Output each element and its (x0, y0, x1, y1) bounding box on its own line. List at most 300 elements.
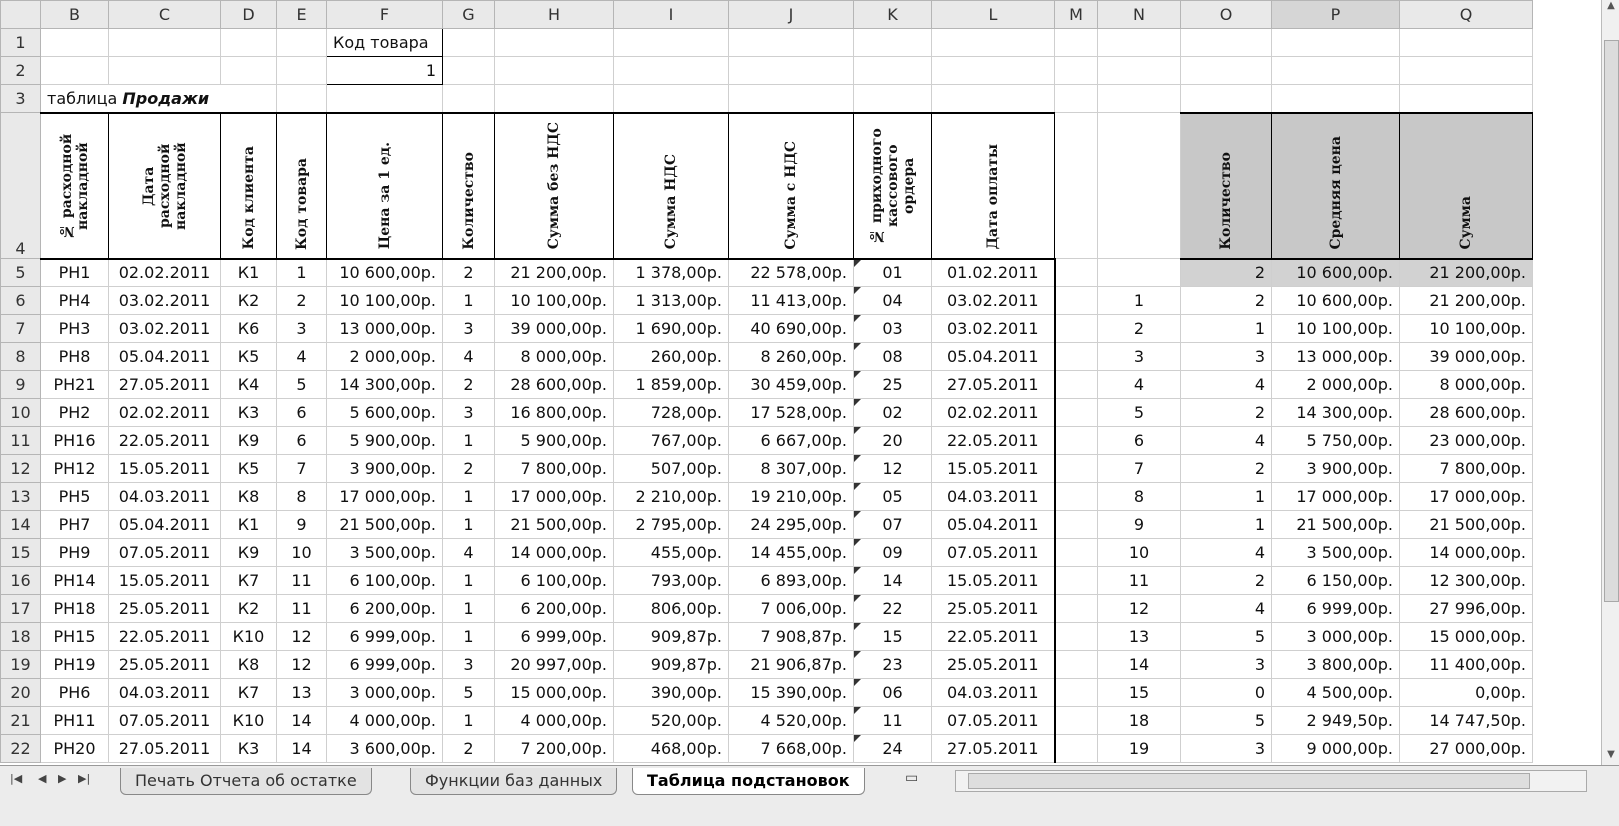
side-qty-cell[interactable]: 2 (1181, 259, 1272, 287)
last-sheet-icon[interactable]: ▶| (78, 772, 91, 785)
side-key-cell[interactable]: 11 (1098, 567, 1181, 595)
cell[interactable] (327, 85, 443, 113)
data-cell[interactable]: 3 900,00р. (327, 455, 443, 483)
data-cell[interactable]: 3 600,00р. (327, 735, 443, 763)
data-cell[interactable]: 390,00р. (614, 679, 729, 707)
data-cell[interactable]: 22.05.2011 (109, 427, 221, 455)
side-qty-cell[interactable]: 3 (1181, 651, 1272, 679)
side-key-cell[interactable]: 5 (1098, 399, 1181, 427)
data-cell[interactable]: 14 (277, 707, 327, 735)
horizontal-scrollbar[interactable] (955, 770, 1587, 792)
data-cell[interactable]: 15.05.2011 (932, 455, 1055, 483)
data-cell[interactable]: 04.03.2011 (109, 679, 221, 707)
data-cell[interactable]: 21 500,00р. (327, 511, 443, 539)
data-cell[interactable]: 507,00р. (614, 455, 729, 483)
data-cell[interactable]: 260,00р. (614, 343, 729, 371)
side-avg-cell[interactable]: 13 000,00р. (1272, 343, 1400, 371)
cell[interactable] (932, 29, 1055, 57)
cell[interactable] (1400, 85, 1533, 113)
data-cell[interactable]: 455,00р. (614, 539, 729, 567)
data-cell[interactable]: 05.04.2011 (932, 343, 1055, 371)
row-header[interactable]: 11 (1, 427, 41, 455)
row-header[interactable]: 13 (1, 483, 41, 511)
data-cell[interactable]: 1 (443, 287, 495, 315)
data-cell[interactable]: 3 (443, 651, 495, 679)
data-cell[interactable]: 5 (277, 371, 327, 399)
data-cell[interactable]: 5 600,00р. (327, 399, 443, 427)
cell[interactable] (1055, 427, 1098, 455)
data-cell[interactable]: 04.03.2011 (932, 483, 1055, 511)
cell[interactable] (1055, 113, 1098, 259)
data-cell[interactable]: 5 900,00р. (327, 427, 443, 455)
side-sum-cell[interactable]: 21 200,00р. (1400, 259, 1533, 287)
cell[interactable] (854, 29, 932, 57)
row-header[interactable]: 17 (1, 595, 41, 623)
data-cell[interactable]: 01 (854, 259, 932, 287)
cell[interactable] (109, 57, 221, 85)
column-header-E[interactable]: E (277, 1, 327, 29)
side-avg-cell[interactable]: 10 100,00р. (1272, 315, 1400, 343)
data-cell[interactable]: 2 (443, 735, 495, 763)
side-qty-cell[interactable]: 2 (1181, 567, 1272, 595)
data-cell[interactable]: 21 500,00р. (495, 511, 614, 539)
data-cell[interactable]: 22.05.2011 (932, 427, 1055, 455)
data-cell[interactable]: 17 000,00р. (327, 483, 443, 511)
side-sum-cell[interactable]: 27 996,00р. (1400, 595, 1533, 623)
data-cell[interactable]: 1 (277, 259, 327, 287)
data-cell[interactable]: К8 (221, 651, 277, 679)
side-key-cell[interactable]: 13 (1098, 623, 1181, 651)
data-cell[interactable]: 04.03.2011 (109, 483, 221, 511)
data-cell[interactable]: 4 520,00р. (729, 707, 854, 735)
data-cell[interactable]: 6 100,00р. (495, 567, 614, 595)
data-cell[interactable]: 07.05.2011 (932, 707, 1055, 735)
cell[interactable] (443, 29, 495, 57)
cell[interactable] (1272, 29, 1400, 57)
data-cell[interactable]: РН2 (41, 399, 109, 427)
data-cell[interactable]: 20 (854, 427, 932, 455)
data-cell[interactable]: 1 (443, 595, 495, 623)
cell[interactable] (1055, 623, 1098, 651)
side-sum-cell[interactable]: 21 200,00р. (1400, 287, 1533, 315)
data-cell[interactable]: 19 210,00р. (729, 483, 854, 511)
data-cell[interactable]: 11 413,00р. (729, 287, 854, 315)
criteria-label-cell[interactable]: Код товара (327, 29, 443, 57)
side-avg-cell[interactable]: 5 750,00р. (1272, 427, 1400, 455)
data-cell[interactable]: 2 (277, 287, 327, 315)
data-cell[interactable]: 909,87р. (614, 651, 729, 679)
cell[interactable] (1055, 259, 1098, 287)
column-header-H[interactable]: H (495, 1, 614, 29)
side-key-cell[interactable]: 10 (1098, 539, 1181, 567)
data-cell[interactable]: 10 100,00р. (495, 287, 614, 315)
data-cell[interactable]: 09 (854, 539, 932, 567)
data-cell[interactable]: 03.02.2011 (109, 315, 221, 343)
data-cell[interactable]: 7 800,00р. (495, 455, 614, 483)
row-header[interactable]: 5 (1, 259, 41, 287)
data-cell[interactable]: 1 859,00р. (614, 371, 729, 399)
data-cell[interactable]: К4 (221, 371, 277, 399)
data-cell[interactable]: 728,00р. (614, 399, 729, 427)
side-key-cell[interactable]: 14 (1098, 651, 1181, 679)
data-cell[interactable]: 7 200,00р. (495, 735, 614, 763)
side-qty-cell[interactable]: 4 (1181, 427, 1272, 455)
cell[interactable] (1272, 57, 1400, 85)
scroll-down-arrow-icon[interactable]: ▼ (1607, 749, 1615, 760)
data-cell[interactable]: РН8 (41, 343, 109, 371)
data-cell[interactable]: К1 (221, 511, 277, 539)
column-header-B[interactable]: B (41, 1, 109, 29)
data-cell[interactable]: 03.02.2011 (932, 315, 1055, 343)
data-cell[interactable]: 17 528,00р. (729, 399, 854, 427)
side-qty-cell[interactable]: 5 (1181, 707, 1272, 735)
data-cell[interactable]: К2 (221, 287, 277, 315)
data-cell[interactable]: 2 000,00р. (327, 343, 443, 371)
data-cell[interactable]: 02.02.2011 (109, 399, 221, 427)
data-cell[interactable]: 2 (443, 371, 495, 399)
data-cell[interactable]: 11 (277, 595, 327, 623)
data-cell[interactable]: 02.02.2011 (109, 259, 221, 287)
data-cell[interactable]: 15 000,00р. (495, 679, 614, 707)
data-cell[interactable]: РН19 (41, 651, 109, 679)
cell[interactable] (1055, 57, 1098, 85)
data-cell[interactable]: 15.05.2011 (109, 455, 221, 483)
row-header[interactable]: 12 (1, 455, 41, 483)
data-cell[interactable]: 21 906,87р. (729, 651, 854, 679)
data-cell[interactable]: 27.05.2011 (932, 735, 1055, 763)
data-cell[interactable]: 25.05.2011 (932, 595, 1055, 623)
side-avg-cell[interactable]: 3 800,00р. (1272, 651, 1400, 679)
data-cell[interactable]: 4 (277, 343, 327, 371)
cell[interactable] (1400, 29, 1533, 57)
column-header-F[interactable]: F (327, 1, 443, 29)
data-cell[interactable]: 3 500,00р. (327, 539, 443, 567)
cell[interactable] (614, 85, 729, 113)
row-header[interactable]: 9 (1, 371, 41, 399)
data-cell[interactable]: 27.05.2011 (109, 371, 221, 399)
cell[interactable] (1055, 539, 1098, 567)
side-sum-cell[interactable]: 12 300,00р. (1400, 567, 1533, 595)
side-avg-cell[interactable]: 2 949,50р. (1272, 707, 1400, 735)
data-cell[interactable]: 02.02.2011 (932, 399, 1055, 427)
data-cell[interactable]: 3 (443, 315, 495, 343)
data-cell[interactable]: 6 200,00р. (495, 595, 614, 623)
data-cell[interactable]: 7 668,00р. (729, 735, 854, 763)
data-cell[interactable]: К9 (221, 427, 277, 455)
data-cell[interactable]: 11 (854, 707, 932, 735)
side-avg-cell[interactable]: 14 300,00р. (1272, 399, 1400, 427)
side-avg-cell[interactable]: 17 000,00р. (1272, 483, 1400, 511)
data-cell[interactable]: РН21 (41, 371, 109, 399)
data-cell[interactable]: 1 (443, 623, 495, 651)
data-cell[interactable]: К7 (221, 679, 277, 707)
data-cell[interactable]: РН6 (41, 679, 109, 707)
cell[interactable] (854, 85, 932, 113)
side-sum-cell[interactable]: 7 800,00р. (1400, 455, 1533, 483)
data-cell[interactable]: РН15 (41, 623, 109, 651)
row-header[interactable]: 18 (1, 623, 41, 651)
row-header[interactable]: 14 (1, 511, 41, 539)
scroll-up-arrow-icon[interactable]: ▲ (1607, 0, 1615, 11)
data-cell[interactable]: 1 (443, 567, 495, 595)
data-cell[interactable]: 3 000,00р. (327, 679, 443, 707)
side-avg-cell[interactable]: 21 500,00р. (1272, 511, 1400, 539)
side-key-cell[interactable]: 1 (1098, 287, 1181, 315)
cell[interactable] (1055, 287, 1098, 315)
data-cell[interactable]: 6 999,00р. (495, 623, 614, 651)
row-header[interactable]: 22 (1, 735, 41, 763)
data-cell[interactable]: 6 667,00р. (729, 427, 854, 455)
side-sum-cell[interactable]: 14 747,50р. (1400, 707, 1533, 735)
cell[interactable] (614, 29, 729, 57)
cell[interactable] (1055, 595, 1098, 623)
cell[interactable] (1181, 85, 1272, 113)
side-avg-cell[interactable]: 6 999,00р. (1272, 595, 1400, 623)
side-key-cell[interactable]: 7 (1098, 455, 1181, 483)
data-cell[interactable]: 03.02.2011 (109, 287, 221, 315)
row-header[interactable]: 19 (1, 651, 41, 679)
side-key-cell[interactable]: 6 (1098, 427, 1181, 455)
side-key-cell[interactable]: 15 (1098, 679, 1181, 707)
side-qty-cell[interactable]: 0 (1181, 679, 1272, 707)
row-header[interactable]: 16 (1, 567, 41, 595)
data-cell[interactable]: 1 (443, 427, 495, 455)
cell[interactable] (1055, 483, 1098, 511)
data-cell[interactable]: К5 (221, 455, 277, 483)
side-qty-cell[interactable]: 4 (1181, 539, 1272, 567)
data-cell[interactable]: 6 (277, 427, 327, 455)
data-cell[interactable]: 1 313,00р. (614, 287, 729, 315)
column-header-L[interactable]: L (932, 1, 1055, 29)
cell[interactable] (1181, 29, 1272, 57)
side-key-cell[interactable] (1098, 259, 1181, 287)
row-header[interactable]: 8 (1, 343, 41, 371)
side-qty-cell[interactable]: 1 (1181, 511, 1272, 539)
side-qty-cell[interactable]: 3 (1181, 343, 1272, 371)
data-cell[interactable]: РН3 (41, 315, 109, 343)
data-cell[interactable]: К1 (221, 259, 277, 287)
table-caption[interactable] (41, 85, 277, 113)
data-cell[interactable]: 06 (854, 679, 932, 707)
data-cell[interactable]: 6 999,00р. (327, 651, 443, 679)
data-cell[interactable]: 5 (443, 679, 495, 707)
data-cell[interactable]: 909,87р. (614, 623, 729, 651)
side-qty-cell[interactable]: 1 (1181, 483, 1272, 511)
cell[interactable] (1055, 511, 1098, 539)
side-key-cell[interactable]: 8 (1098, 483, 1181, 511)
data-cell[interactable]: 22 (854, 595, 932, 623)
column-header-J[interactable]: J (729, 1, 854, 29)
cell[interactable] (495, 85, 614, 113)
data-cell[interactable]: 17 000,00р. (495, 483, 614, 511)
data-cell[interactable]: 14 455,00р. (729, 539, 854, 567)
data-cell[interactable]: 24 (854, 735, 932, 763)
column-header-P[interactable]: P (1272, 1, 1400, 29)
row-header[interactable]: 4 (1, 113, 41, 259)
side-key-cell[interactable]: 9 (1098, 511, 1181, 539)
select-all-corner[interactable] (1, 1, 41, 29)
data-cell[interactable]: 12 (854, 455, 932, 483)
cell[interactable] (109, 29, 221, 57)
data-cell[interactable]: 2 (443, 455, 495, 483)
data-cell[interactable]: 13 000,00р. (327, 315, 443, 343)
data-cell[interactable]: 12 (277, 623, 327, 651)
data-cell[interactable]: 6 (277, 399, 327, 427)
column-header-I[interactable]: I (614, 1, 729, 29)
horizontal-scroll-thumb[interactable] (968, 773, 1530, 789)
data-cell[interactable]: 806,00р. (614, 595, 729, 623)
side-qty-cell[interactable]: 4 (1181, 595, 1272, 623)
column-header-G[interactable]: G (443, 1, 495, 29)
data-cell[interactable]: К6 (221, 315, 277, 343)
cell[interactable] (614, 57, 729, 85)
data-cell[interactable]: 07.05.2011 (109, 539, 221, 567)
data-cell[interactable]: 40 690,00р. (729, 315, 854, 343)
data-cell[interactable]: 4 (443, 343, 495, 371)
data-cell[interactable]: 39 000,00р. (495, 315, 614, 343)
row-header[interactable]: 20 (1, 679, 41, 707)
data-cell[interactable]: 27.05.2011 (932, 371, 1055, 399)
data-cell[interactable]: 30 459,00р. (729, 371, 854, 399)
data-cell[interactable]: РН12 (41, 455, 109, 483)
cell[interactable] (1055, 29, 1098, 57)
cell[interactable] (443, 85, 495, 113)
data-cell[interactable]: 15 (854, 623, 932, 651)
data-cell[interactable]: 2 210,00р. (614, 483, 729, 511)
column-header-N[interactable]: N (1098, 1, 1181, 29)
data-cell[interactable]: 25.05.2011 (932, 651, 1055, 679)
cell[interactable] (1055, 315, 1098, 343)
sheet-tab[interactable]: Функции баз данных (410, 768, 617, 795)
side-sum-cell[interactable]: 0,00р. (1400, 679, 1533, 707)
data-cell[interactable]: 7 908,87р. (729, 623, 854, 651)
cell[interactable] (1055, 85, 1098, 113)
data-cell[interactable]: РН20 (41, 735, 109, 763)
side-key-cell[interactable]: 2 (1098, 315, 1181, 343)
cell[interactable] (1055, 371, 1098, 399)
data-cell[interactable]: 15 390,00р. (729, 679, 854, 707)
data-cell[interactable]: 8 260,00р. (729, 343, 854, 371)
data-cell[interactable]: 22.05.2011 (932, 623, 1055, 651)
side-sum-cell[interactable]: 15 000,00р. (1400, 623, 1533, 651)
data-cell[interactable]: 12 (277, 651, 327, 679)
vertical-scrollbar[interactable] (1601, 0, 1619, 765)
data-cell[interactable]: РН1 (41, 259, 109, 287)
data-cell[interactable]: 8 (277, 483, 327, 511)
data-cell[interactable]: 5 900,00р. (495, 427, 614, 455)
cell[interactable] (1055, 707, 1098, 735)
data-cell[interactable]: 14 (854, 567, 932, 595)
data-cell[interactable]: 25 (854, 371, 932, 399)
cell[interactable] (277, 85, 327, 113)
side-key-cell[interactable]: 3 (1098, 343, 1181, 371)
row-header[interactable]: 10 (1, 399, 41, 427)
data-cell[interactable]: 1 690,00р. (614, 315, 729, 343)
side-sum-cell[interactable]: 11 400,00р. (1400, 651, 1533, 679)
data-cell[interactable]: К8 (221, 483, 277, 511)
data-cell[interactable]: 05 (854, 483, 932, 511)
cell[interactable] (932, 57, 1055, 85)
side-avg-cell[interactable]: 3 000,00р. (1272, 623, 1400, 651)
column-header-O[interactable]: O (1181, 1, 1272, 29)
data-cell[interactable]: 10 100,00р. (327, 287, 443, 315)
cell[interactable] (1181, 57, 1272, 85)
cell[interactable] (932, 85, 1055, 113)
data-cell[interactable]: 01.02.2011 (932, 259, 1055, 287)
data-cell[interactable]: К9 (221, 539, 277, 567)
data-cell[interactable]: 07.05.2011 (109, 707, 221, 735)
data-cell[interactable]: 03.02.2011 (932, 287, 1055, 315)
data-cell[interactable]: К2 (221, 595, 277, 623)
cell[interactable] (1098, 113, 1181, 259)
side-avg-cell[interactable]: 2 000,00р. (1272, 371, 1400, 399)
cell[interactable] (1098, 85, 1181, 113)
cell[interactable] (854, 57, 932, 85)
data-cell[interactable]: 04 (854, 287, 932, 315)
data-cell[interactable]: 10 (277, 539, 327, 567)
side-qty-cell[interactable]: 1 (1181, 315, 1272, 343)
sheet-tab[interactable]: Печать Отчета об остатке (120, 768, 372, 795)
cell[interactable] (221, 57, 277, 85)
data-cell[interactable]: РН7 (41, 511, 109, 539)
data-cell[interactable]: К7 (221, 567, 277, 595)
side-key-cell[interactable]: 4 (1098, 371, 1181, 399)
data-cell[interactable]: РН16 (41, 427, 109, 455)
data-cell[interactable]: 10 600,00р. (327, 259, 443, 287)
cell[interactable] (1055, 679, 1098, 707)
cell[interactable] (1098, 57, 1181, 85)
data-cell[interactable]: К3 (221, 399, 277, 427)
data-cell[interactable]: 07 (854, 511, 932, 539)
data-cell[interactable]: 4 (443, 539, 495, 567)
data-cell[interactable]: 28 600,00р. (495, 371, 614, 399)
data-cell[interactable]: 8 000,00р. (495, 343, 614, 371)
column-header-C[interactable]: C (109, 1, 221, 29)
side-key-cell[interactable]: 12 (1098, 595, 1181, 623)
side-qty-cell[interactable]: 5 (1181, 623, 1272, 651)
row-header[interactable]: 2 (1, 57, 41, 85)
data-cell[interactable]: 6 100,00р. (327, 567, 443, 595)
side-avg-cell[interactable]: 10 600,00р. (1272, 287, 1400, 315)
cell[interactable] (221, 29, 277, 57)
cell[interactable] (41, 57, 109, 85)
data-cell[interactable]: 7 006,00р. (729, 595, 854, 623)
column-header-K[interactable]: K (854, 1, 932, 29)
data-cell[interactable]: 520,00р. (614, 707, 729, 735)
side-sum-cell[interactable]: 39 000,00р. (1400, 343, 1533, 371)
data-cell[interactable]: 08 (854, 343, 932, 371)
row-header[interactable]: 21 (1, 707, 41, 735)
row-header[interactable]: 3 (1, 85, 41, 113)
cell[interactable] (443, 57, 495, 85)
vertical-scroll-thumb[interactable] (1604, 40, 1619, 602)
data-cell[interactable]: 6 999,00р. (327, 623, 443, 651)
cell[interactable] (1055, 455, 1098, 483)
side-key-cell[interactable]: 19 (1098, 735, 1181, 763)
side-key-cell[interactable]: 18 (1098, 707, 1181, 735)
row-header[interactable]: 1 (1, 29, 41, 57)
next-sheet-icon[interactable]: ▶ (58, 772, 67, 785)
data-cell[interactable]: 13 (277, 679, 327, 707)
data-cell[interactable]: 22 578,00р. (729, 259, 854, 287)
data-cell[interactable]: 1 378,00р. (614, 259, 729, 287)
data-cell[interactable]: 4 000,00р. (495, 707, 614, 735)
data-cell[interactable]: РН18 (41, 595, 109, 623)
cell[interactable] (1055, 735, 1098, 763)
data-cell[interactable]: 767,00р. (614, 427, 729, 455)
side-sum-cell[interactable]: 8 000,00р. (1400, 371, 1533, 399)
data-cell[interactable]: 27.05.2011 (109, 735, 221, 763)
